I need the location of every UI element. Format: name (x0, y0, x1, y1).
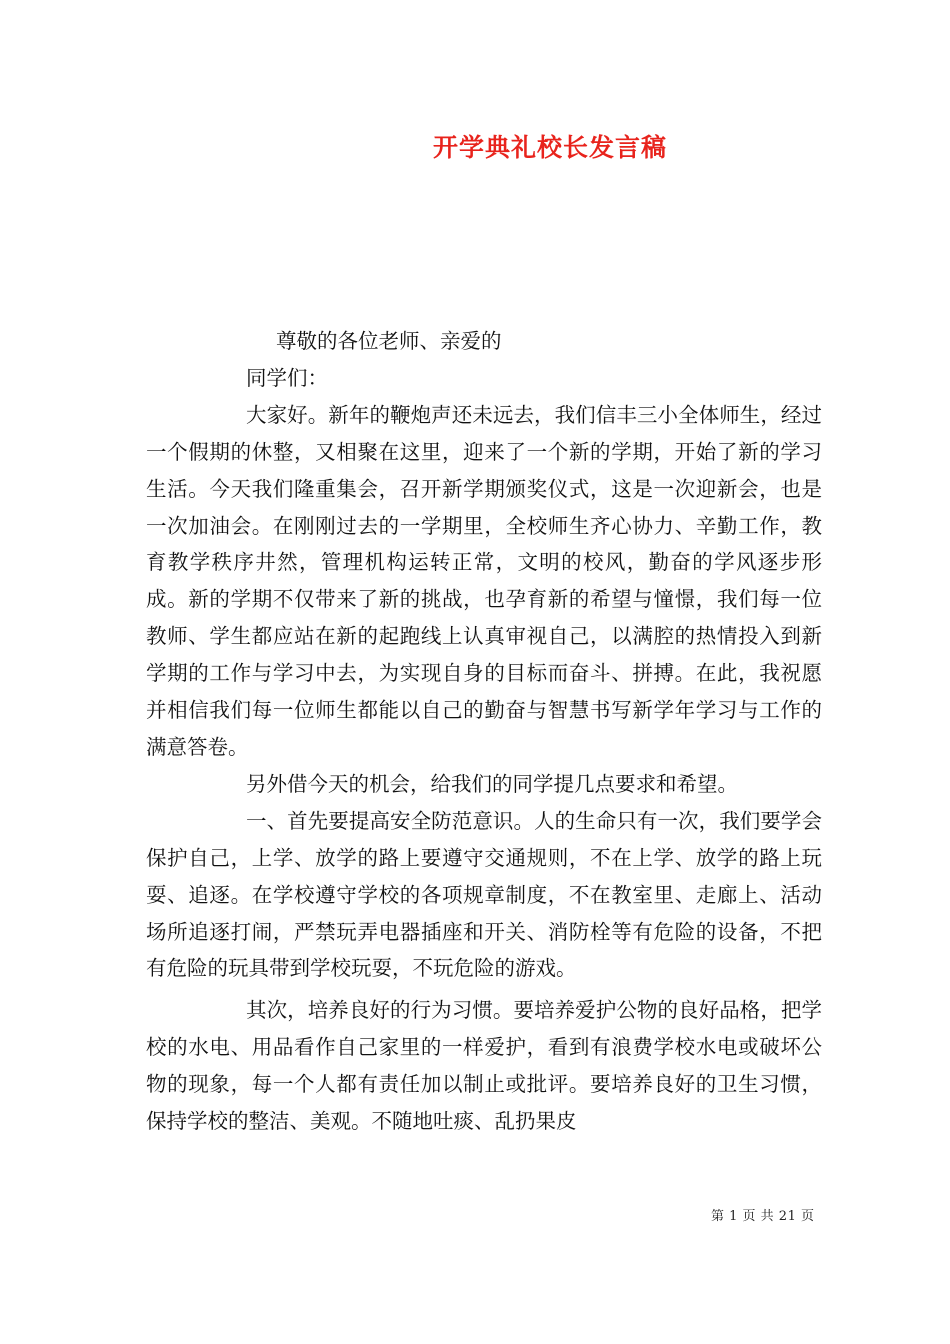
greeting-line-1: 尊敬的各位老师、亲爱的 (276, 329, 502, 353)
paragraph-4: 其次，培养良好的行为习惯。要培养爱护公物的良好品格，把学校的水电、用品看作自己家里的一样爱护，看到有浪费学校水电或破坏公物的现象，每一个人都有责任加以制止或批评。要培养良好的卫生习惯，保持学校的整洁、美观。不随地吐痰、乱扔果皮 (146, 998, 822, 1134)
paragraph-3: 一、首先要提高安全防范意识。人的生命只有一次，我们要学会保护自己，上学、放学的路上要遵守交通规则，不在上学、放学的路上玩耍、追逐。在学校遵守学校的各项规章制度，不在教室里、走廊上、活动场所追逐打闹，严禁玩弄电器插座和开关、消防栓等有危险的设备，不把有危险的玩具带到学校玩耍，不玩危险的游戏。 (146, 808, 822, 981)
greeting-line-2: 同学们： (246, 365, 328, 390)
page-number-footer: 第 1 页 共 21 页 (711, 1209, 815, 1224)
document-title: 开学典礼校长发言稿 (432, 133, 667, 162)
document-body (146, 323, 822, 1140)
paragraph-2: 另外借今天的机会，给我们的同学提几点要求和希望。 (246, 771, 738, 796)
paragraph-1: 大家好。新年的鞭炮声还未远去，我们信丰三小全体师生，经过一个假期的休整，又相聚在这里，迎来了一个新的学期，开始了新的学习生活。今天我们隆重集会，召开新学期颁奖仪式，这是一次迎新会，也是一次加油会。在刚刚过去的一学期里，全校师生齐心协力、辛勤工作，教育教学秩序井然，管理机构运转正常，文明的校风，勤奋的学风逐步形成。新的学期不仅带来了新的挑战，也孕育新的希望与憧憬，我们每一位教师、学生都应站在新的起跑线上认真审视自己，以满腔的热情投入到新学期的工作与学习中去，为实现自身的目标而奋斗、拼搏。在此，我祝愿并相信我们每一位师生都能以自己的勤奋与智慧书写新学年学习与工作的满意答卷。 (146, 402, 822, 759)
